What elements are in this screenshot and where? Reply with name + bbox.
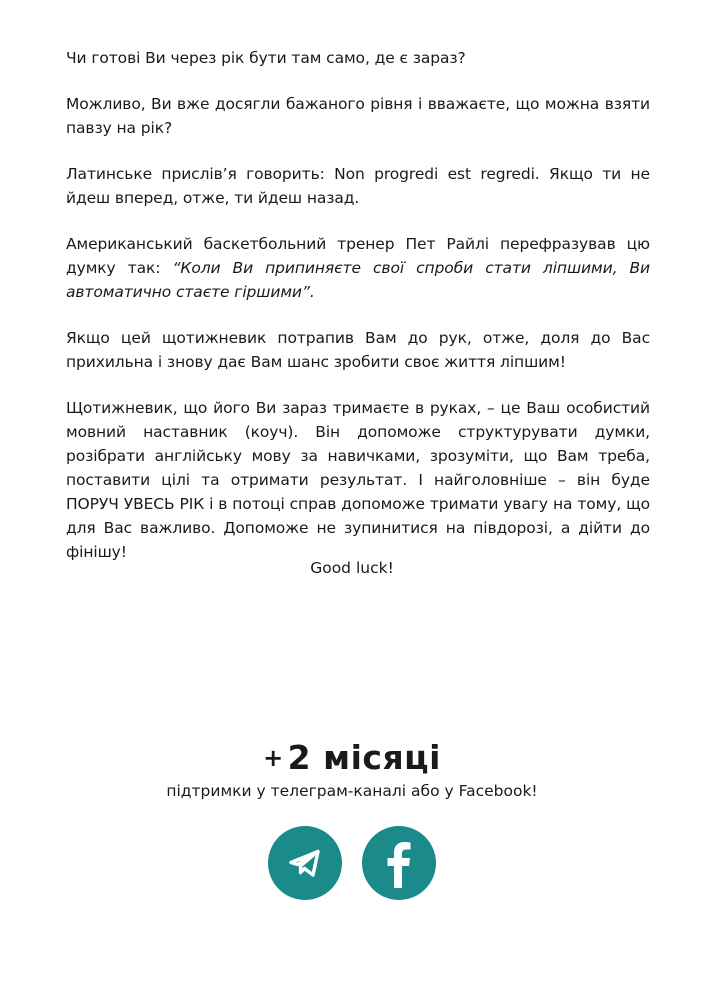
pat-riley-lead: Американський баскетбольний тренер Пет Райлі перефразував цю думку так: [66,235,650,277]
telegram-icon [283,841,327,885]
promo-headline [0,736,704,780]
social-links [0,826,704,900]
plus-sign: + [263,744,284,772]
promo-block [0,736,704,802]
paragraph-question: Чи готові Ви через рік бути там само, де є зараз? [66,49,466,67]
paragraph-fate: Якщо цей щотижневик потрапив Вам до рук, отже, доля до Вас прихильна і знову дає Вам шанс зробити своє життя ліпшим! [66,329,650,371]
closing-wish: Good luck! [310,559,394,577]
paragraph-pat-riley [66,232,650,304]
paragraph-maybe: Можливо, Ви вже досягли бажаного рівня і вважаєте, що можна взяти павзу на рік? [66,95,650,137]
intro-text [66,46,650,586]
promo-headline-text: 2 місяці [287,738,441,777]
pat-riley-quote: “Коли Ви припиняєте свої спроби стати ліпшими, Ви автоматично стаєте гіршими”. [66,259,651,301]
paragraph-coach: Щотижневик, що його Ви зараз тримаєте в руках, – це Ваш особистий мовний наставник (коуч). Він допоможе структурувати думки, розібрати англійську мову за навичками, зрозуміти, що Вам треба, поставити цілі та отримати результат. І найголовніше – він буде ПОРУЧ УВЕСЬ РІК і в потоці справ допоможе тримати увагу на тому, що для Вас важливо. Допоможе не зупинитися на півдорозі, а дійти до фінішу! [66,399,650,561]
telegram-button[interactable] [268,826,342,900]
facebook-button[interactable] [362,826,436,900]
promo-subline: підтримки у телеграм-каналі або у Facebook! [166,782,538,800]
facebook-icon [377,838,421,888]
paragraph-latin-proverb: Латинське прислів’я говорить: Non progredi est regredi. Якщо ти не йдеш вперед, отже, ти йдеш назад. [66,165,650,207]
